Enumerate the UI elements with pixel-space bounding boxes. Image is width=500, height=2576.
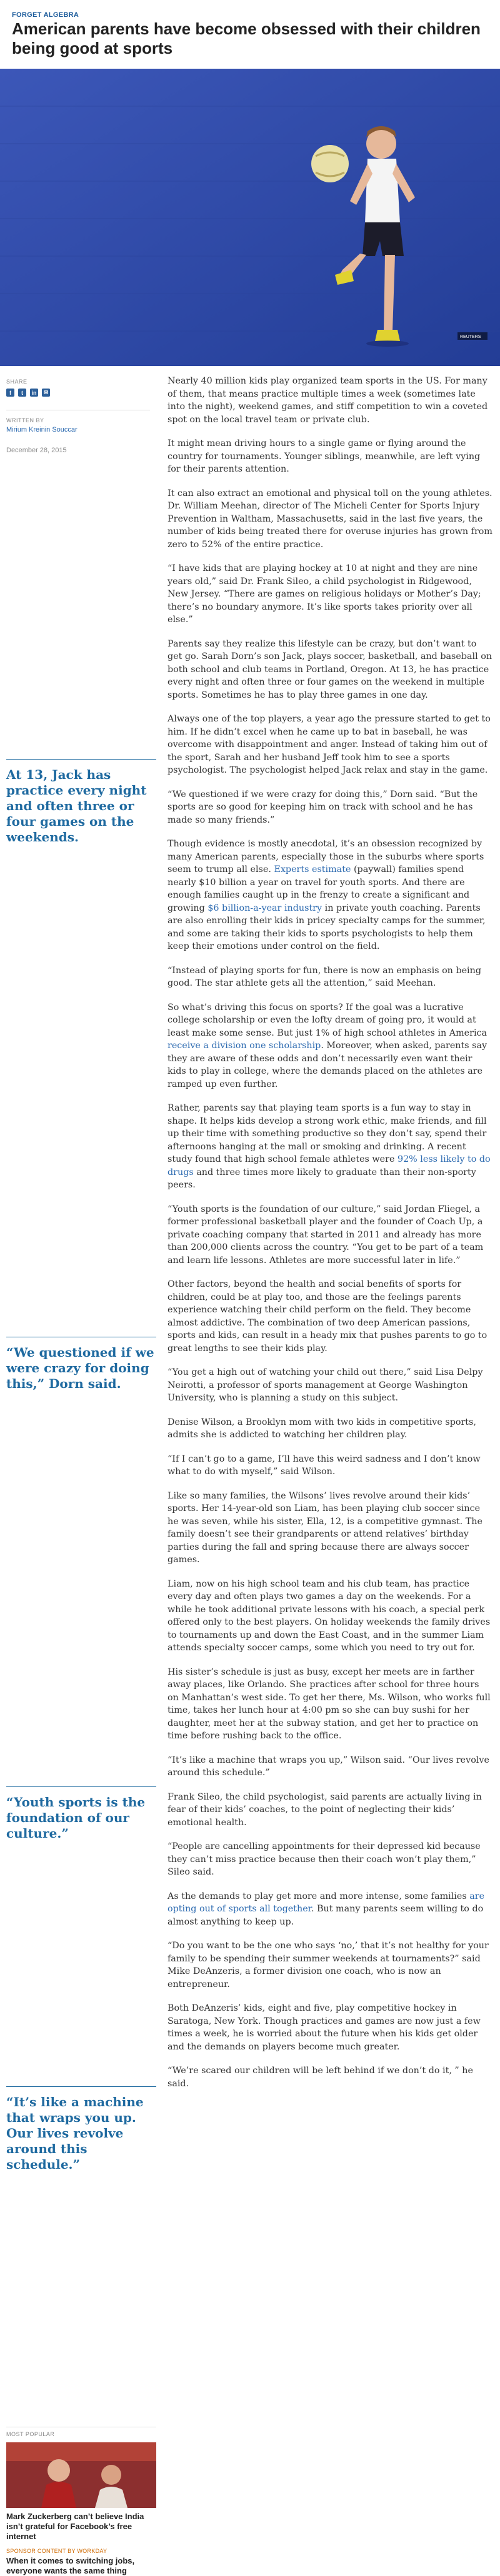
byline-block <box>6 417 78 433</box>
paragraph: It can also extract an emotional and physical toll on the young athletes. Dr. William Meehan, director of The Micheli Center for Sports Injury Prevention in Waltham, Massachusetts, said in the last five years, the number of kids being treated there for overuse injuries has grown from zero to 52% of the entire practice. <box>168 488 492 550</box>
paragraph: “We questioned if we were crazy for doing this,” Dorn said. “But the sports are so good for keeping him on track with school and he has made so many friends.” <box>168 789 478 825</box>
text-run: Though evidence is mostly anecdotal, it’s an obsession recognized by many American parents, especially those in the suburbs where sports seem to trump all else. <box>168 839 484 874</box>
hero-watermark: REUTERS <box>460 335 481 339</box>
paragraph: Parents say they realize this lifestyle can be crazy, but don’t want to get go. Sarah Dorn’s son Jack, plays soccer, basketball, and baseball on both school and club teams in Portland, Oregon. At 13, he has practice every night and often three or four games on the weekend in multiple sports. Sometimes he has to play three games in one day. <box>168 638 492 700</box>
publish-date: December 28, 2015 <box>6 447 67 454</box>
facebook-icon[interactable]: f <box>6 389 14 397</box>
paragraph: “Do you want to be the one who says ‘no,’ that it’s not healthy for your family to be spending their summer weekends at tournaments?” said Mike DeAnzeris, a former division one coach, who is now an entrepreneur. <box>168 1941 489 1989</box>
text-run: . Moreover, when asked, parents say they are aware of these odds and don’t necessarily even want their kids to play in college, where the demands placed on the athletes are ramped up even further. <box>168 1041 488 1089</box>
text-run: in private youth coaching. Parents are also enrolling their kids in pricey specialty camps for the summer, and some are taking their kids to sports psychologists to help them keep their emotions under control on the field. <box>168 903 486 951</box>
paragraph <box>168 1890 492 1929</box>
paragraph: Always one of the top players, a year ago the pressure started to get to him. If he didn’t excel when he came up to bat in baseball, he was overcome with disappointment and anger. Instead of taking him out of the sport, Sarah and her husband Jeff took him to see a sports psychologist. The psychologist helped Jack relax and stay in the game. <box>168 714 491 775</box>
paragraph: Like so many families, the Wilsons’ lives revolve around their kids’ sports. Her 14-year-old son Liam, has been playing club soccer since he was seven, while his sister, Ella, 12, is a competitive gymnast. The family doesn’t see their grandparents or attend relatives’ birthday parties during the fall and spring because there are always soccer games. <box>168 1490 482 1565</box>
share-icons <box>6 389 50 397</box>
paragraph: “If I can’t go to a game, I’ll have this weird sadness and I don’t know what to do with myself,” said Wilson. <box>168 1454 481 1477</box>
paragraph: “We’re scared our children will be left behind if we don’t do it, ” he said. <box>168 2066 473 2089</box>
hero-photo <box>0 69 500 366</box>
paragraph: Both DeAnzeris’ kids, eight and five, play competitive hockey in Saratoga, New York. Though practices and games are now just a few times a week, he is worried about the future when his kids get older and the demands on players become much greater. <box>168 2003 481 2052</box>
text-run: . But many parents seem willing to do almost anything to keep up. <box>168 1904 484 1927</box>
paragraph: Other factors, beyond the health and social benefits of sports for children, could be at play too, and those are the feelings parents experience watching their child perform on the field. They become almost addictive. The combination of two deep American passions, sports and kids, can result in a heady mix that pushes parents to go to great lengths to see their kids play. <box>168 1279 488 1354</box>
paragraph: Denise Wilson, a Brooklyn mom with two kids in competitive sports, admits she is addicted to watching her children play. <box>168 1417 476 1440</box>
pull-quote: At 13, Jack has practice every night and often three or four games on the weekends. <box>6 759 156 845</box>
paragraph: His sister’s schedule is just as busy, except her meets are in farther away places, like Orlando. She practices after school for three hours on Manhattan’s west side. To get her there, Ms. Wilson, who works full time, takes her lunch hour at 4:00 pm so she can buy sushi for her daughter, meet her at the subway station, and get her to practice on time before rushing back to the office. <box>168 1667 491 1741</box>
paragraph: “You get a high out of watching your child out there,” said Lisa Delpy Neirotti, a professor of sports management at George Washington University, who is planning a study on this subject. <box>168 1367 483 1403</box>
sponsor-title[interactable]: When it comes to switching jobs, everyone wants the same thing <box>6 2556 135 2575</box>
pull-quote: “It’s like a machine that wraps you up. Our lives revolve around this schedule.” <box>6 2086 156 2172</box>
paragraph: Frank Sileo, the child psychologist, said parents are actually living in fear of their kids’ coaches, to the point of neglecting their kids’ emotional health. <box>168 1791 482 1828</box>
twitter-icon[interactable]: t <box>18 389 26 397</box>
paragraph: Nearly 40 million kids play organized team sports in the US. For many of them, that means practice multiple times a week (sometimes late into the night), weekend games, and stiff competition to win a coveted spot on the local travel team or private club. <box>168 376 488 425</box>
author-link[interactable]: Mirium Kreinin Souccar <box>6 426 78 433</box>
paragraph: It might mean driving hours to a single game or flying around the country for tournaments. Younger siblings, meanwhile, are left vying for their parents attention. <box>168 438 481 474</box>
scholarship-link[interactable]: receive a division one scholarship <box>168 1041 321 1051</box>
most-popular-thumbnail[interactable] <box>6 2442 156 2508</box>
text-run: and three times more likely to graduate than their non-sporty peers. <box>168 1167 476 1190</box>
text-run: As the demands to play get more and more intense, some families <box>168 1891 470 1901</box>
paragraph <box>168 838 492 953</box>
paragraph <box>168 1001 492 1091</box>
pull-quote: “Youth sports is the foundation of our culture.” <box>6 1786 156 1841</box>
boy-juggling-ball-photo <box>0 69 500 366</box>
paragraph: Liam, now on his high school team and his club team, has practice every day and often plays two games a day on the weekends. For a while he took additional private lessons with his coach, a special perk offered only to the best players. On holiday weekends the family drives to tournaments up and down the East Coast, and in the summer Liam attends specialty soccer camps, some which you need to try out for. <box>168 1578 491 1653</box>
paragraph: “Youth sports is the foundation of our culture,” said Jordan Fliegel, a former professional basketball player and the founder of Coach Up, a private coaching company that started in 2011 and already has more than 200,000 clients across the country. “You get to be part of a team and learn life lessons. Athletes are more successful later in life.” <box>168 1204 484 1266</box>
paragraph: “It’s like a machine that wraps you up,” Wilson said. “Our lives revolve around this schedule.” <box>168 1755 489 1778</box>
email-icon[interactable]: ✉ <box>42 389 50 397</box>
paragraph: “Instead of playing sports for fun, there is now an emphasis on being good. The star athlete gets all the attention,” said Meehan. <box>168 965 481 988</box>
most-popular-title[interactable]: Mark Zuckerberg can’t believe India isn’t grateful for Facebook’s free internet <box>6 2512 144 2541</box>
coaching-industry-link[interactable]: $6 billion-a-year industry <box>208 903 322 913</box>
share-block <box>6 379 50 397</box>
most-popular-label: MOST POPULAR <box>6 2427 156 2437</box>
sponsor-label: SPONSOR CONTENT BY WORKDAY <box>6 2548 108 2554</box>
article-body <box>168 375 492 2101</box>
text-run: So what’s driving this focus on sports? If the goal was a lucrative college scholarship or even the lofty dream of going pro, it would at least make some sense. But just 1% of high school athletes in America <box>168 1002 488 1038</box>
experts-estimate-link[interactable]: Experts estimate <box>274 864 351 874</box>
section-kicker[interactable]: FORGET ALGEBRA <box>12 11 79 19</box>
drugs-study-link[interactable]: 92% less likely to do drugs <box>168 1154 491 1177</box>
article-headline: American parents have become obsessed with their children being good at sports <box>12 19 481 57</box>
paragraph: “I have kids that are playing hockey at 10 at night and they are nine years old,” said Dr. Frank Sileo, a child psychologist in Ridgewood, New Jersey. “There are games on religious holidays or Mother’s Day; there’s no boundary anymore. It’s like sports takes priority over all else.” <box>168 563 481 625</box>
share-label: SHARE <box>6 379 28 385</box>
most-popular <box>6 2427 156 2576</box>
paragraph: “People are cancelling appointments for their depressed kid because they can’t miss practice because then their coach won’t play them,” Sileo said. <box>168 1841 481 1877</box>
written-by-label: WRITTEN BY <box>6 417 44 424</box>
paragraph <box>168 1102 492 1192</box>
text-run: Rather, parents say that playing team sports is a fun way to stay in shape. It helps kids develop a strong work ethic, make friends, and fill up their time with something productive so they don’t say, spend their afternoons hanging at the mall or smoking and drinking. A recent study found that high school female athletes were <box>168 1103 487 1164</box>
zuckerberg-photo <box>6 2442 156 2508</box>
opting-out-link[interactable]: are opting out of sports all together <box>168 1891 485 1914</box>
linkedin-icon[interactable]: in <box>30 389 38 397</box>
pull-quote: “We questioned if we were crazy for doing this,” Dorn said. <box>6 1337 156 1392</box>
text-run: (paywall) families spend nearly $10 billion a year on travel for youth sports. And there are enough families caught up in the frenzy to create a significant and growing <box>168 864 470 913</box>
